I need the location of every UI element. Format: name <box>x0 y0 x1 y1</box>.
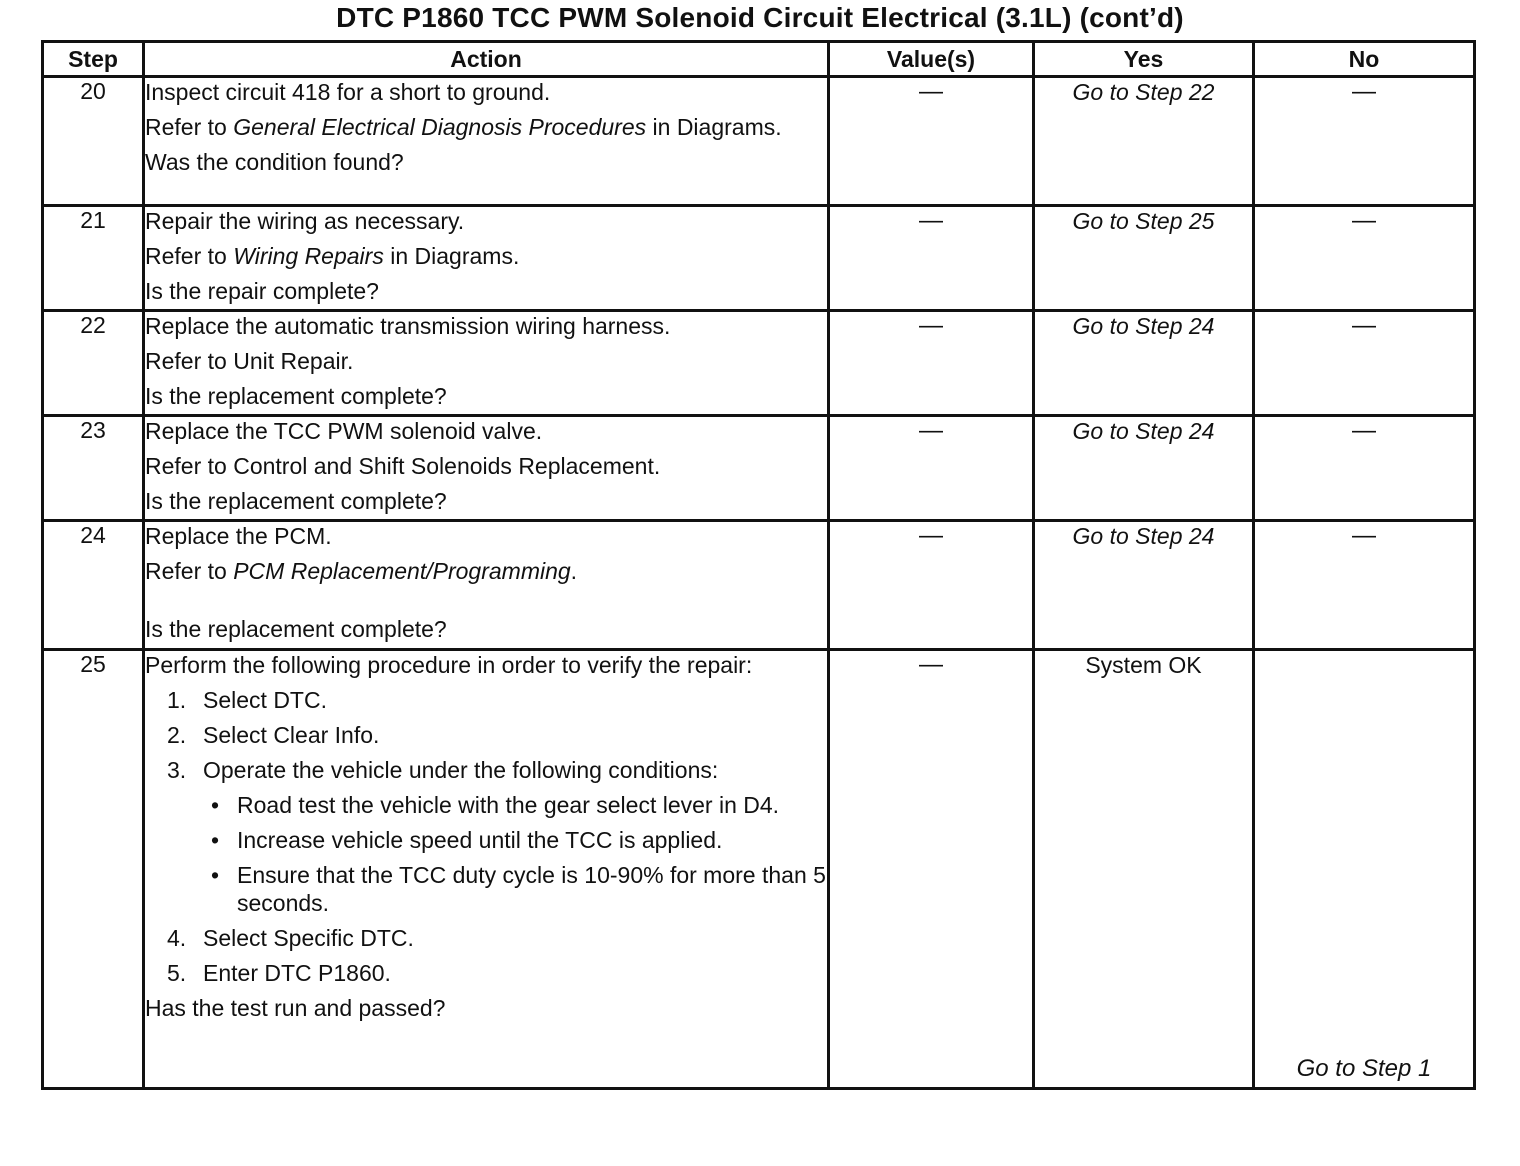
procedure-step-text: Select Clear Info. <box>203 722 380 748</box>
step-number: 20 <box>43 77 144 206</box>
header-no: No <box>1254 42 1475 77</box>
condition-text: Increase vehicle speed until the TCC is applied. <box>237 827 723 853</box>
procedure-step-number: 5. <box>167 960 187 986</box>
action-line: Refer to Unit Repair. <box>145 348 354 374</box>
step-number: 25 <box>43 650 144 1089</box>
table-row-step-25 <box>43 650 1475 1089</box>
procedure-step <box>167 959 827 987</box>
action-question: Is the replacement complete? <box>145 488 447 514</box>
step-number: 22 <box>43 311 144 416</box>
procedure-step <box>167 721 827 749</box>
table-row-step-22 <box>43 311 1475 416</box>
action-question: Was the condition found? <box>145 149 404 175</box>
reference-link: General Electrical Diagnosis Procedures <box>233 114 647 140</box>
action-text: Refer to <box>145 558 234 584</box>
value-cell: — <box>829 206 1034 311</box>
reference-link: PCM Replacement/Programming <box>233 558 571 584</box>
action-line: Repair the wiring as necessary. <box>145 208 465 234</box>
no-cell: — <box>1254 416 1475 521</box>
condition-bullet <box>211 826 827 854</box>
reference-link: Wiring Repairs <box>233 243 384 269</box>
action-line <box>145 557 827 585</box>
action-text: in Diagrams. <box>646 114 782 140</box>
procedure-step-number: 3. <box>167 757 187 783</box>
yes-cell <box>1034 650 1254 1089</box>
procedure-step-number: 4. <box>167 925 187 951</box>
action-cell <box>144 650 829 1089</box>
action-intro: Perform the following procedure in order to verify the repair: <box>145 652 753 678</box>
table-row-step-24 <box>43 521 1475 650</box>
procedure-step-text: Select Specific DTC. <box>203 925 414 951</box>
condition-text: Ensure that the TCC duty cycle is 10-90% for more than 5 seconds. <box>237 862 826 916</box>
table-row-step-20 <box>43 77 1475 206</box>
action-line: Refer to Control and Shift Solenoids Replacement. <box>145 453 661 479</box>
procedure-step <box>167 686 827 714</box>
yes-outcome: Go to Step 24 <box>1072 418 1215 444</box>
no-cell <box>1254 650 1475 1089</box>
header-action: Action <box>144 42 829 77</box>
no-outcome: Go to Step 1 <box>1296 1055 1432 1082</box>
procedure-step-text: Enter DTC P1860. <box>203 960 391 986</box>
yes-outcome: Go to Step 22 <box>1072 79 1215 105</box>
yes-cell <box>1034 521 1254 650</box>
action-cell <box>144 521 829 650</box>
action-text: Refer to <box>145 243 234 269</box>
step-number: 23 <box>43 416 144 521</box>
value-cell: — <box>829 311 1034 416</box>
condition-bullet <box>211 861 827 917</box>
condition-bullet <box>211 791 827 819</box>
yes-cell <box>1034 311 1254 416</box>
procedure-step <box>167 756 827 784</box>
no-cell: — <box>1254 521 1475 650</box>
action-line <box>145 113 827 141</box>
action-text: . <box>570 558 578 584</box>
yes-outcome: System OK <box>1085 652 1202 678</box>
procedure-step-text: Select DTC. <box>203 687 327 713</box>
diagnostic-table <box>41 40 1476 1090</box>
action-question: Is the replacement complete? <box>145 616 447 642</box>
no-cell: — <box>1254 311 1475 416</box>
header-values: Value(s) <box>829 42 1034 77</box>
procedure-step-text: Operate the vehicle under the following conditions: <box>203 757 719 783</box>
yes-outcome: Go to Step 24 <box>1072 313 1215 339</box>
action-line: Inspect circuit 418 for a short to ground. <box>145 79 551 105</box>
table-row-step-23 <box>43 416 1475 521</box>
action-line <box>145 242 827 270</box>
step-number: 24 <box>43 521 144 650</box>
yes-cell <box>1034 77 1254 206</box>
table-row-step-21 <box>43 206 1475 311</box>
action-cell <box>144 77 829 206</box>
table-header-row <box>43 42 1475 77</box>
condition-text: Road test the vehicle with the gear select lever in D4. <box>237 792 780 818</box>
action-line: Replace the PCM. <box>145 523 332 549</box>
procedure-step <box>167 924 827 952</box>
action-question: Has the test run and passed? <box>145 995 446 1021</box>
bullet-icon: • <box>211 792 220 818</box>
action-line: Replace the TCC PWM solenoid valve. <box>145 418 543 444</box>
yes-cell <box>1034 416 1254 521</box>
bullet-icon: • <box>211 862 220 888</box>
bullet-icon: • <box>211 827 220 853</box>
value-cell: — <box>829 650 1034 1089</box>
action-line: Replace the automatic transmission wiring harness. <box>145 313 671 339</box>
step-number: 21 <box>43 206 144 311</box>
value-cell: — <box>829 416 1034 521</box>
page-title: DTC P1860 TCC PWM Solenoid Circuit Electrical (3.1L) (cont’d) <box>336 2 1184 33</box>
no-cell: — <box>1254 77 1475 206</box>
action-question: Is the replacement complete? <box>145 383 447 409</box>
action-text: Refer to <box>145 114 234 140</box>
no-cell: — <box>1254 206 1475 311</box>
value-cell: — <box>829 521 1034 650</box>
action-cell <box>144 416 829 521</box>
header-step: Step <box>43 42 144 77</box>
action-question: Is the repair complete? <box>145 278 379 304</box>
action-cell <box>144 206 829 311</box>
procedure-step-number: 1. <box>167 687 187 713</box>
action-cell <box>144 311 829 416</box>
value-cell: — <box>829 77 1034 206</box>
header-yes: Yes <box>1034 42 1254 77</box>
action-text: in Diagrams. <box>383 243 520 269</box>
yes-cell <box>1034 206 1254 311</box>
procedure-step-number: 2. <box>167 722 187 748</box>
yes-outcome: Go to Step 24 <box>1072 523 1215 549</box>
yes-outcome: Go to Step 25 <box>1072 208 1215 234</box>
